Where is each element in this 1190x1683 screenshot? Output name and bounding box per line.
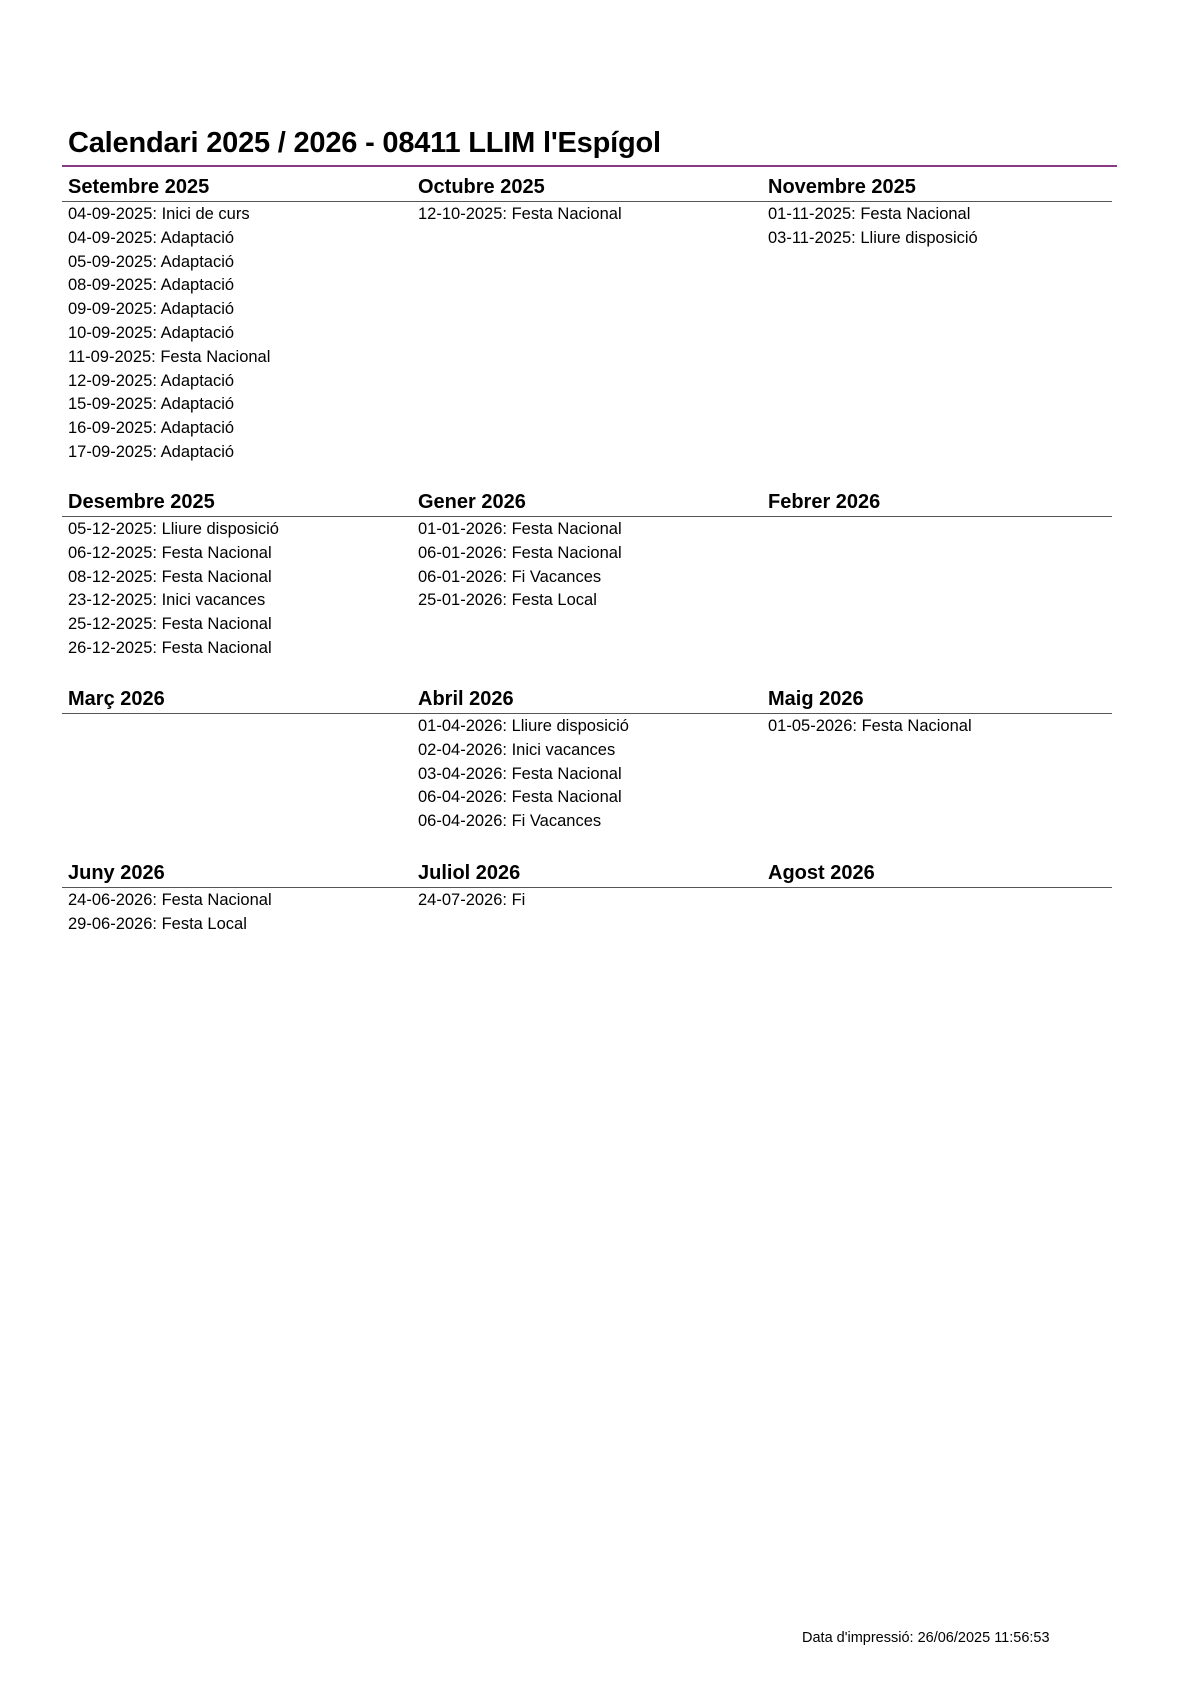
event-item: 29-06-2026: Festa Local (68, 914, 247, 933)
month-heading: Octubre 2025 (418, 176, 545, 198)
event-item: 23-12-2025: Inici vacances (68, 591, 266, 610)
event-item: 08-09-2025: Adaptació (68, 276, 235, 295)
event-item: 02-04-2026: Inici vacances (418, 740, 616, 759)
event-list (62, 515, 412, 661)
event-list (762, 200, 1112, 251)
event-list (412, 886, 762, 913)
print-date: Data d'impressió: 26/06/2025 11:56:53 (802, 1630, 1050, 1646)
event-item: 01-11-2025: Festa Nacional (768, 205, 971, 223)
event-list (762, 712, 1112, 739)
title-divider (62, 165, 1117, 167)
event-item: 06-04-2026: Festa Nacional (418, 788, 622, 807)
event-item: 03-04-2026: Festa Nacional (418, 764, 622, 783)
event-item: 10-09-2025: Adaptació (68, 323, 235, 342)
month-row (62, 175, 1112, 465)
event-list (412, 712, 762, 834)
month-heading: Agost 2026 (768, 862, 875, 884)
month-row (62, 861, 1112, 937)
month-block (62, 687, 412, 834)
event-item: 25-01-2026: Festa Local (418, 591, 597, 610)
month-block (762, 861, 1112, 937)
event-item: 11-09-2025: Festa Nacional (68, 347, 271, 366)
page-title: Calendari 2025 / 2026 - 08411 LLIM l'Espígol (68, 127, 661, 159)
event-item: 05-12-2025: Lliure disposició (68, 520, 279, 538)
month-block (412, 175, 762, 465)
event-item: 06-12-2025: Festa Nacional (68, 543, 272, 562)
month-row (62, 490, 1112, 661)
month-block (762, 175, 1112, 465)
event-item: 08-12-2025: Festa Nacional (68, 567, 272, 586)
event-item: 01-04-2026: Lliure disposició (418, 717, 629, 735)
event-item: 05-09-2025: Adaptació (68, 252, 235, 271)
event-item: 04-09-2025: Inici de curs (68, 205, 250, 223)
month-block (62, 175, 412, 465)
event-item: 09-09-2025: Adaptació (68, 300, 235, 319)
month-heading: Setembre 2025 (68, 176, 210, 198)
event-list (62, 200, 412, 465)
month-block (412, 861, 762, 937)
month-heading: Juliol 2026 (418, 862, 521, 884)
month-heading: Gener 2026 (418, 491, 526, 513)
month-heading: Juny 2026 (68, 862, 165, 884)
event-item: 24-06-2026: Festa Nacional (68, 891, 272, 909)
month-heading: Febrer 2026 (768, 491, 881, 513)
event-list (412, 200, 762, 227)
event-item: 17-09-2025: Adaptació (68, 442, 235, 461)
row-divider (62, 516, 1112, 517)
row-divider (62, 713, 1112, 714)
event-item: 12-10-2025: Festa Nacional (418, 205, 622, 223)
event-item: 16-09-2025: Adaptació (68, 419, 235, 438)
event-item: 04-09-2025: Adaptació (68, 228, 235, 247)
event-item: 06-04-2026: Fi Vacances (418, 812, 602, 831)
month-block (62, 861, 412, 937)
month-heading: Novembre 2025 (768, 176, 916, 198)
row-divider (62, 887, 1112, 888)
event-item: 01-01-2026: Festa Nacional (418, 520, 622, 538)
event-item: 25-12-2025: Festa Nacional (68, 615, 272, 634)
event-item: 12-09-2025: Adaptació (68, 371, 235, 390)
month-row (62, 687, 1112, 834)
month-heading: Desembre 2025 (68, 491, 215, 513)
event-item: 06-01-2026: Festa Nacional (418, 543, 622, 562)
event-item: 03-11-2025: Lliure disposició (768, 228, 978, 247)
row-divider (62, 201, 1112, 202)
event-item: 26-12-2025: Festa Nacional (68, 638, 272, 657)
event-list (412, 515, 762, 613)
month-heading: Maig 2026 (768, 688, 864, 710)
event-item: 06-01-2026: Fi Vacances (418, 567, 602, 586)
month-block (762, 687, 1112, 834)
event-item: 24-07-2026: Fi (418, 891, 526, 909)
event-item: 01-05-2026: Festa Nacional (768, 717, 972, 735)
month-block (412, 687, 762, 834)
event-list (62, 886, 412, 937)
month-heading: Març 2026 (68, 688, 165, 710)
month-heading: Abril 2026 (418, 688, 514, 710)
event-item: 15-09-2025: Adaptació (68, 395, 235, 414)
